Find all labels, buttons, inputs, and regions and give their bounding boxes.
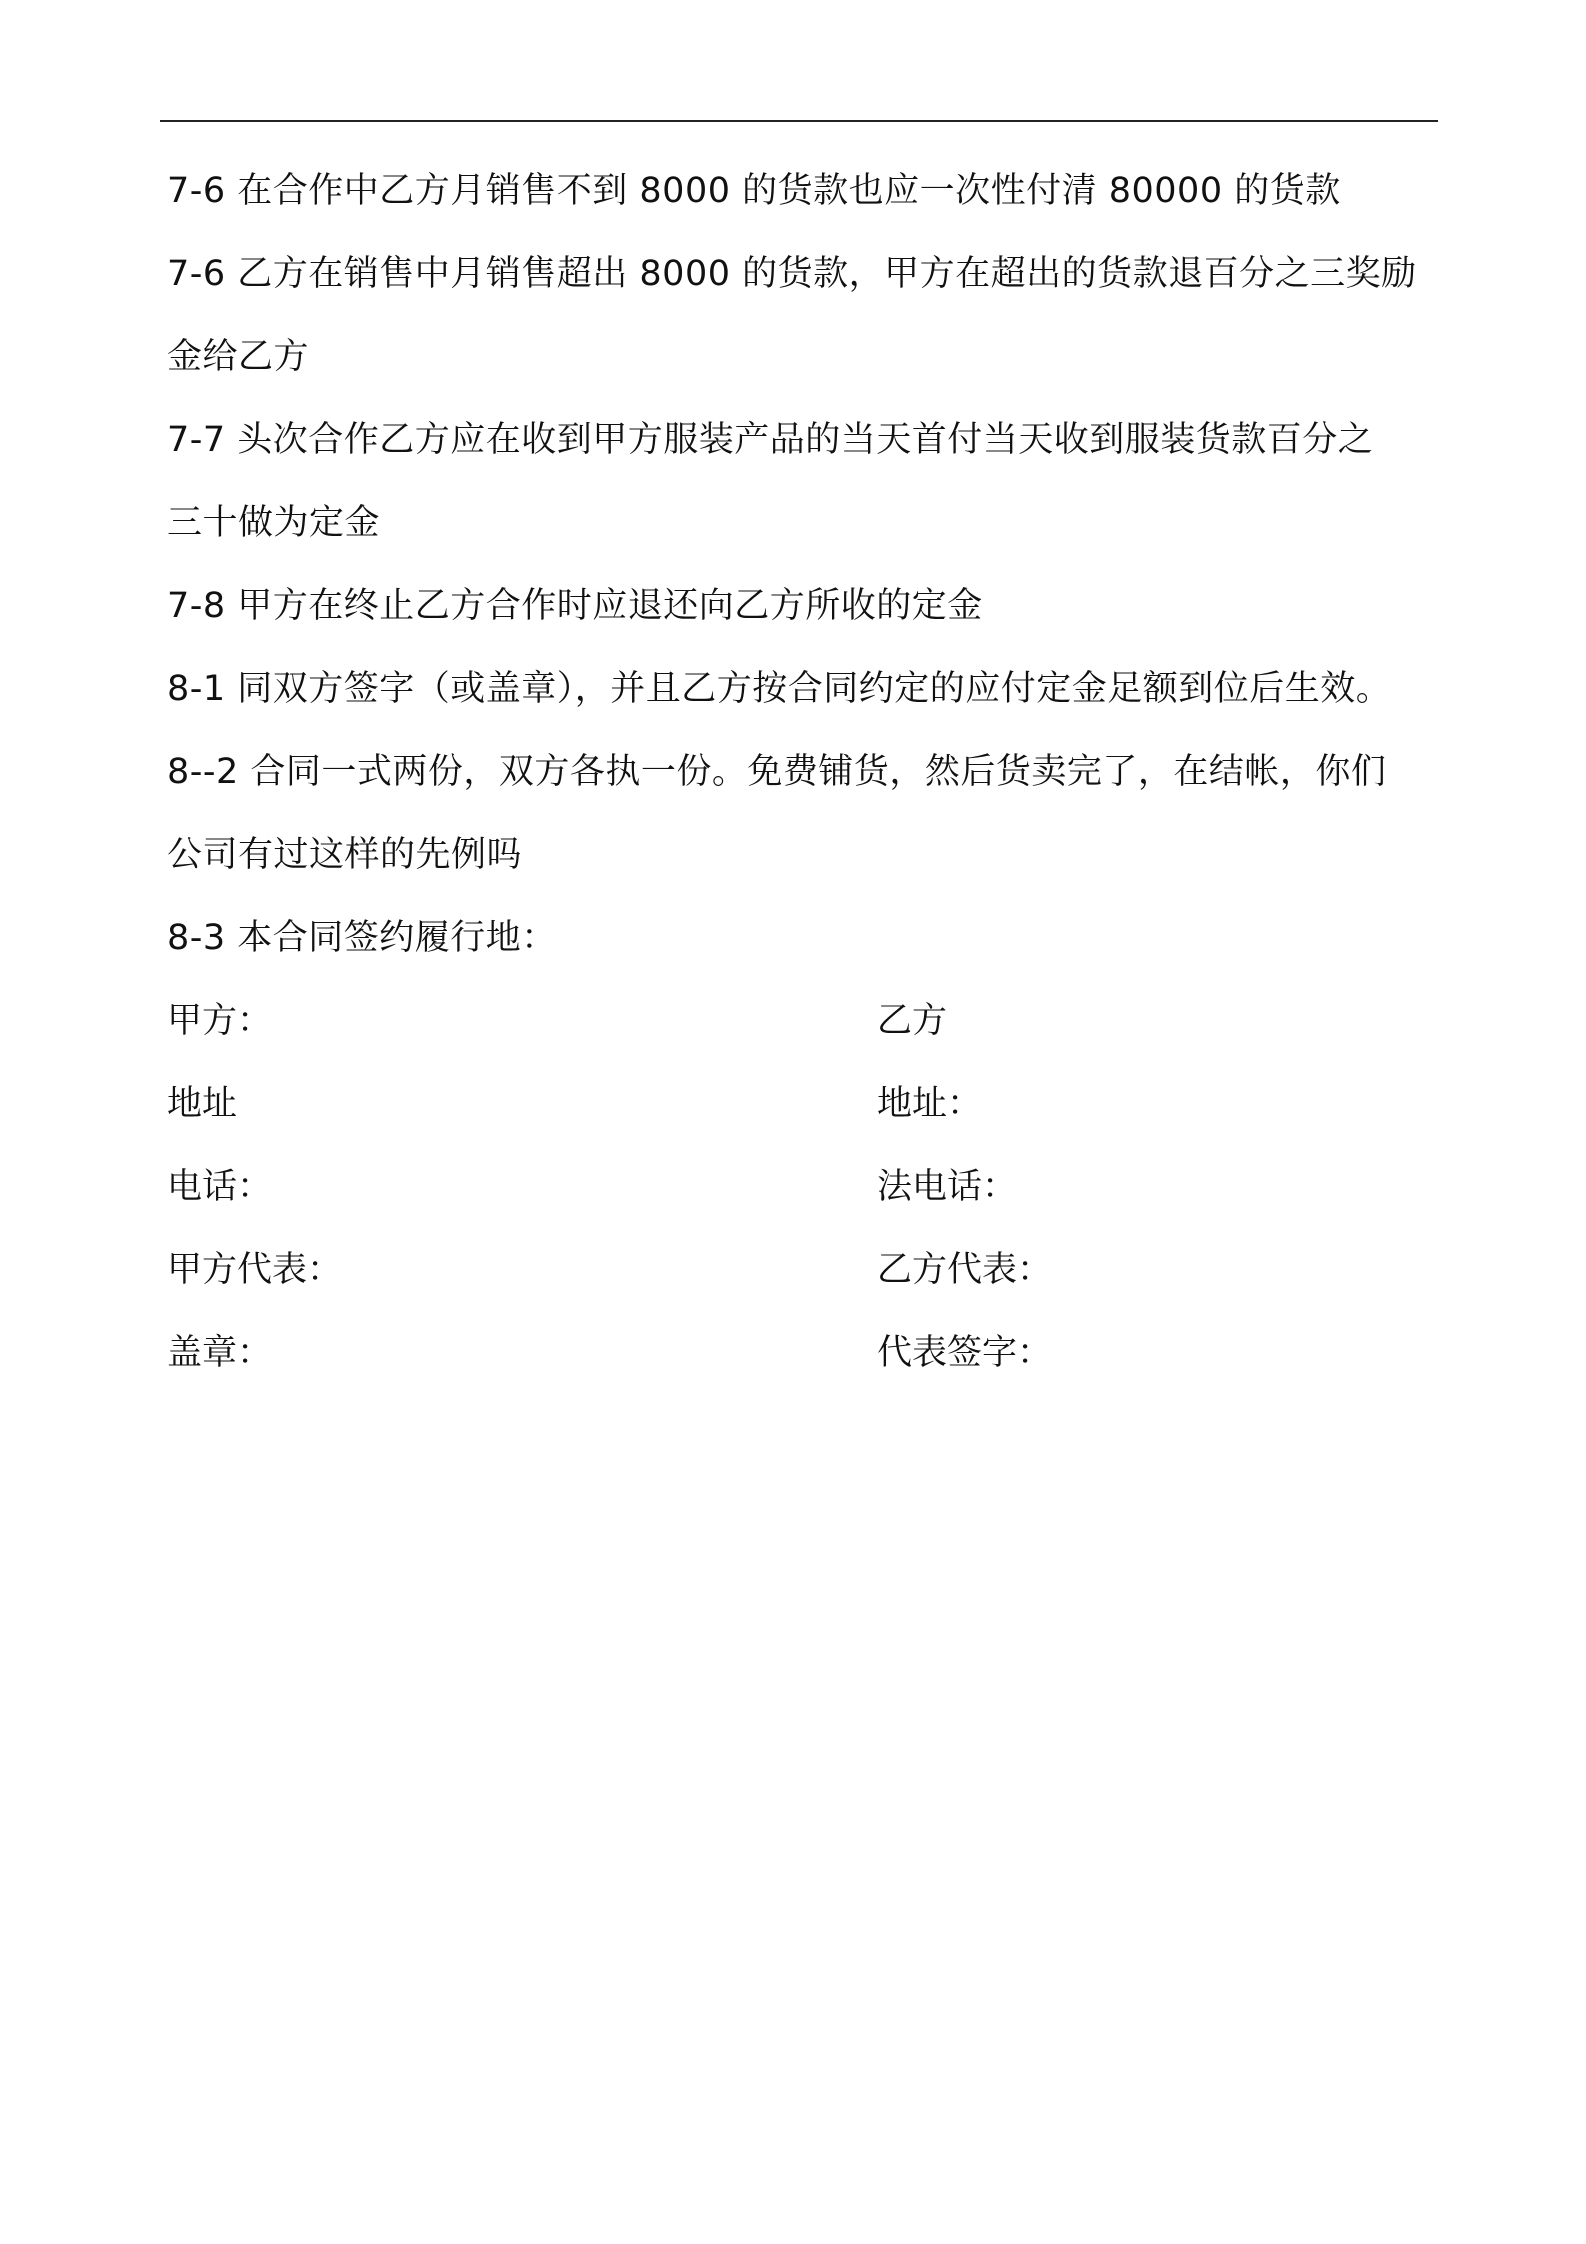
clause-7-6-a: 7-6 在合作中乙方月销售不到 8000 的货款也应一次性付清 80000 的货款 (167, 171, 1341, 211)
clause-8-2: 8--2 合同一式两份，双方各执一份。免费铺货，然后货卖完了，在结帐，你们 (167, 752, 1387, 792)
signature-row-phone (167, 1146, 1447, 1229)
party-a-phone-label: 电话： (167, 1167, 273, 1207)
contract-body (167, 150, 1447, 1395)
party-b-address-label: 地址： (877, 1084, 983, 1124)
party-a-representative-label: 甲方代表： (167, 1250, 343, 1290)
clause-7-6-b: 7-6 乙方在销售中月销售超出 8000 的货款，甲方在超出的货款退百分之三奖励 (167, 254, 1417, 294)
party-a-label: 甲方： (167, 1001, 273, 1041)
signature-row-representative (167, 1229, 1447, 1312)
clause-8-1: 8-1 同双方签字（或盖章），并且乙方按合同约定的应付定金足额到位后生效。 (167, 669, 1392, 709)
header-rule (160, 120, 1438, 122)
signature-row-seal (167, 1312, 1447, 1395)
party-b-phone-label: 法电话： (877, 1167, 1018, 1207)
clause-8-3: 8-3 本合同签约履行地： (167, 918, 557, 958)
clause-7-7: 7-7 头次合作乙方应在收到甲方服装产品的当天首付当天收到服装货款百分之 (167, 420, 1374, 460)
party-a-address-label: 地址 (167, 1084, 238, 1124)
clause-8-2-cont: 公司有过这样的先例吗 (167, 835, 523, 875)
clause-7-6-b-cont: 金给乙方 (167, 337, 310, 377)
party-b-sign-label: 代表签字： (877, 1333, 1053, 1373)
party-b-label: 乙方 (877, 1001, 948, 1041)
clause-7-8: 7-8 甲方在终止乙方合作时应退还向乙方所收的定金 (167, 586, 983, 626)
signature-row-party (167, 980, 1447, 1063)
party-a-seal-label: 盖章： (167, 1333, 273, 1373)
clause-7-7-cont: 三十做为定金 (167, 503, 381, 543)
party-b-representative-label: 乙方代表： (877, 1250, 1053, 1290)
signature-row-address (167, 1063, 1447, 1146)
